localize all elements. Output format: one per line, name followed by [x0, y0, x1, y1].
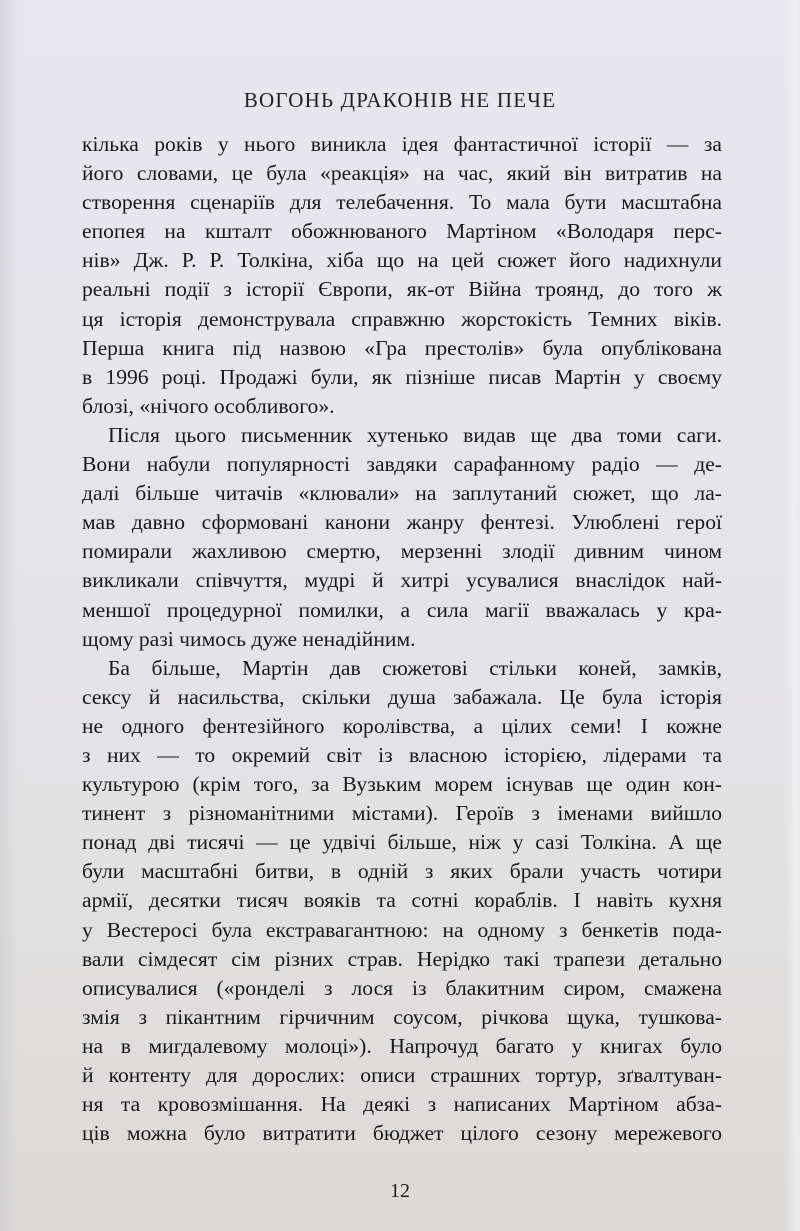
- text-line: тинент з різноманітними містами). Героїв з іменами вийшло: [82, 801, 722, 826]
- text-line: реальні події з історії Європи, як-от Війна троянд, до того ж: [82, 277, 722, 302]
- text-line: мав давно сформовані канони жанру фентезі. Улюблені герої: [82, 510, 722, 535]
- paragraph-first-line: Ба більше, Мартін дав сюжетові стільки коней, замків,: [108, 655, 722, 680]
- text-line: кілька років у нього виникла ідея фантастичної історії — за: [82, 132, 722, 156]
- paragraph-first-line: Після цього письменник хутенько видав ще два томи саги.: [108, 422, 722, 447]
- page-gutter-shadow: [0, 0, 18, 1231]
- text-line: нів» Дж. Р. Р. Толкіна, хіба що на цей сюжет його надихнули: [82, 248, 722, 273]
- text-line: в 1996 році. Продажі були, як пізніше писав Мартін у своєму: [82, 364, 722, 389]
- text-line: блозі, «нічого особливого».: [82, 393, 335, 418]
- text-line: ця історія демонструвала справжню жорстокість Темних віків.: [82, 306, 722, 331]
- text-line: помирали жахливою смертю, мерзенні злодії дивним чином: [82, 539, 722, 564]
- text-line: сексу й насильства, скільки душа забажала. Це була історія: [82, 684, 722, 709]
- text-line: викликали співчуття, мудрі й хитрі усувалися внаслідок най-: [82, 568, 722, 593]
- text-line: з них — то окремий світ із власною історією, лідерами та: [82, 742, 722, 767]
- text-line: Перша книга під назвою «Гра престолів» була опублікована: [82, 335, 722, 360]
- text-line: його словами, це була «реакція» на час, який він витратив на: [82, 161, 722, 186]
- text-line: змія з пікантним гірчичним соусом, річкова щука, тушкова-: [82, 1004, 722, 1029]
- text-line: й контенту для дорослих: описи страшних тортур, зґвалтуван-: [82, 1063, 722, 1087]
- body-text: [82, 130, 722, 1148]
- text-line: у Вестеросі була екстравагантною: на одному з бенкетів пода-: [82, 917, 722, 942]
- text-line: ців можна було витратити бюджет цілого сезону мережевого: [82, 1121, 722, 1146]
- text-line: на в мигдалевому молоці»). Напрочуд багато у книгах було: [82, 1033, 722, 1058]
- text-line: армії, десятки тисяч вояків та сотні кораблів. І навіть кухня: [82, 888, 722, 913]
- page-number: 12: [390, 1180, 410, 1202]
- text-line: понад дві тисячі — це удвічі більше, ніж у сазі Толкіна. А ще: [82, 830, 722, 855]
- text-line: описувалися («ронделі з лося із блакитним сиром, смажена: [82, 975, 722, 1000]
- text-line: Вони набули популярності завдяки сарафанному радіо — де-: [82, 452, 722, 477]
- text-line: меншої процедурної помилки, а сила магії вважалась у кра-: [82, 597, 722, 622]
- text-line: ня та кровозмішання. На деякі з написаних Мартіном абза-: [82, 1092, 722, 1117]
- text-line: створення сценаріїв для телебачення. То мала бути масштабна: [82, 190, 722, 215]
- text-line: щому разі чимось дуже ненадійним.: [82, 626, 416, 651]
- text-line: далі більше читачів «клювали» на заплутаний сюжет, що ла-: [82, 481, 722, 506]
- text-line: культурою (крім того, за Вузьким морем існував ще один кон-: [82, 772, 722, 797]
- running-head-title: ВОГОНЬ ДРАКОНІВ НЕ ПЕЧЕ: [243, 88, 557, 112]
- text-line: були масштабні битви, в одній з яких брали участь чотири: [82, 859, 722, 884]
- text-line: епопея на кшталт обожнюваного Мартіном «Володаря перс-: [82, 219, 722, 244]
- page-edge: [786, 0, 800, 1231]
- text-line: вали сімдесят сім різних страв. Нерідко такі трапези детально: [82, 946, 722, 971]
- text-line: не одного фентезійного королівства, а цілих семи! І кожне: [82, 713, 722, 738]
